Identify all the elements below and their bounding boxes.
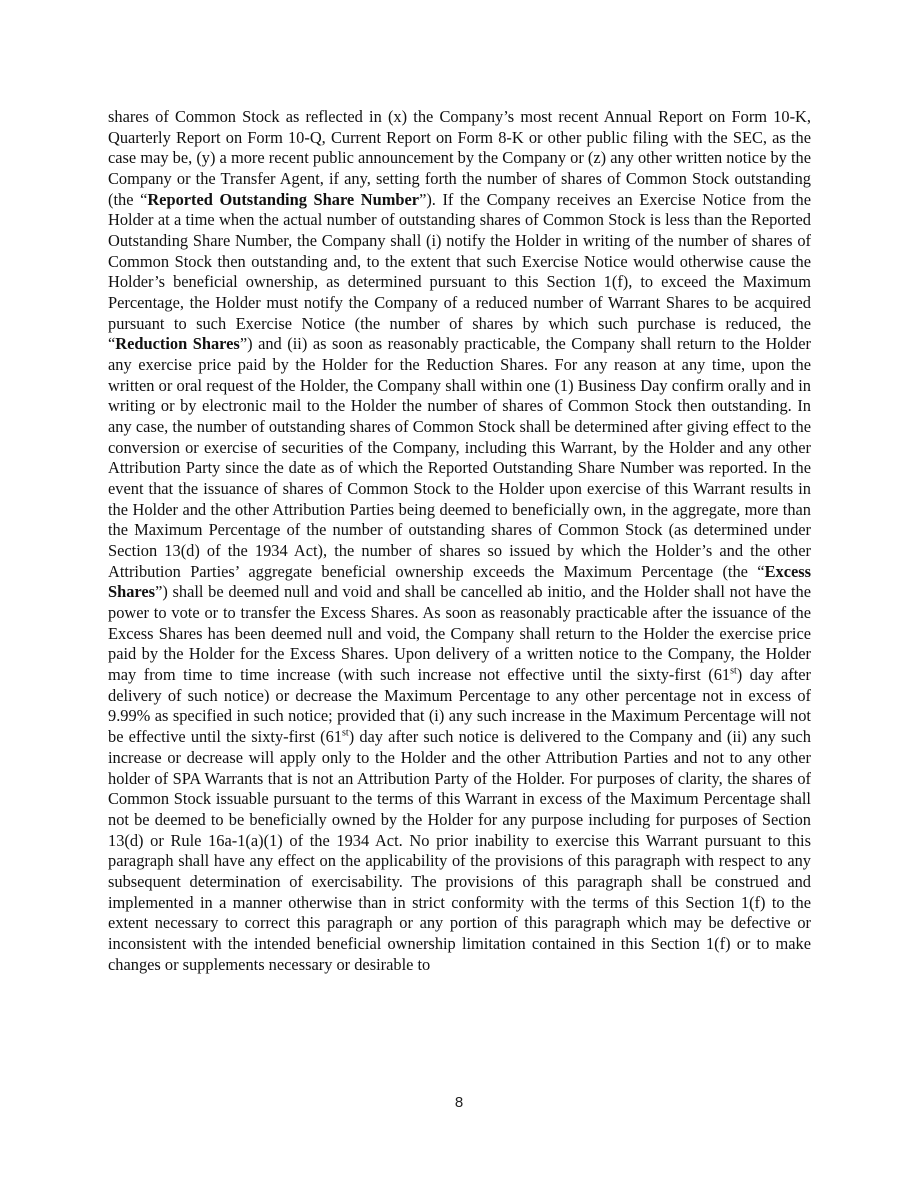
text-run-4: ”) shall be deemed null and void and shall be cancelled ab initio, and the Holder shall not have the power to vote or to transfer the Excess Shares. As soon as reasonably practicable after the issuance of the Excess Shares has been deemed null and void, the Company shall return to the Holder the exercise price paid by the Holder for the Excess Shares. Upon delivery of a written notice to the Company, the Holder may from time to time increase (with such increase not effective until the sixty-first (61 xyxy=(108,582,811,685)
defined-term-excess-shares: Excess Shares xyxy=(108,561,811,602)
ordinal-superscript: st xyxy=(730,665,737,677)
text-run-3: ”) and (ii) as soon as reasonably practicable, the Company shall return to the Holder any exercise price paid by the Holder for the Reduction Shares. For any reason at any time, upon the written or oral request of the Holder, the Company shall within one (1) Business Day confirm orally and in writing or by electronic mail to the Holder the number of shares of Common Stock then outstanding. In any case, the number of outstanding shares of Common Stock shall be determined after giving effect to the conversion or exercise of securities of the Company, including this Warrant, by the Holder and any other Attribution Party since the date as of which the Reported Outstanding Share Number was reported. In the event that the issuance of shares of Common Stock to the Holder upon exercise of this Warrant results in the Holder and the other Attribution Parties being deemed to beneficially own, in the aggregate, more than the Maximum Percentage of the number of outstanding shares of Common Stock (as determined under Section 13(d) of the 1934 Act), the number of shares so issued by which the Holder’s and the other Attribution Parties’ aggregate beneficial ownership exceeds the Maximum Percentage (the “ xyxy=(108,334,811,581)
defined-term-reported-outstanding-share-number: Reported Outstanding Share Number xyxy=(147,189,420,209)
text-run-2: ”). If the Company receives an Exercise Notice from the Holder at a time when the actual number of outstanding shares of Common Stock is less than the Reported Outstanding Share Number, the Company shall (i) notify the Holder in writing of the number of shares of Common Stock then outstanding and, to the extent that such Exercise Notice would otherwise cause the Holder’s beneficial ownership, as determined pursuant to this Section 1(f), to exceed the Maximum Percentage, the Holder must notify the Company of a reduced number of Warrant Shares to be acquired pursuant to such Exercise Notice (the number of shares by which such purchase is reduced, the “ xyxy=(108,189,811,354)
body-paragraph xyxy=(108,107,811,975)
text-run-5: ) day after delivery of such notice) or decrease the Maximum Percentage to any other percentage not in excess of 9.99% as specified in such notice; provided that (i) any such increase in the Maximum Percentage will not be effective until the sixty-first (61 xyxy=(108,665,811,747)
text-run-1: shares of Common Stock as reflected in (x) the Company’s most recent Annual Report on Form 10-K, Quarterly Report on Form 10-Q, Current Report on Form 8-K or other public filing with the SEC, as the case may be, (y) a more recent public announcement by the Company or (z) any other written notice by the Company or the Transfer Agent, if any, setting forth the number of shares of Common Stock outstanding (the “ xyxy=(108,107,811,209)
page-number: 8 xyxy=(454,1094,464,1111)
defined-term-reduction-shares: Reduction Shares xyxy=(115,334,240,354)
text-run-6: ) day after such notice is delivered to the Company and (ii) any such increase or decrease will apply only to the Holder and the other Attribution Parties and not to any other holder of SPA Warrants that is not an Attribution Party of the Holder. For purposes of clarity, the shares of Common Stock issuable pursuant to the terms of this Warrant in excess of the Maximum Percentage shall not be deemed to be beneficially owned by the Holder for any purpose including for purposes of Section 13(d) or Rule 16a-1(a)(1) of the 1934 Act. No prior inability to exercise this Warrant pursuant to this paragraph shall have any effect on the applicability of the provisions of this paragraph with respect to any subsequent determination of exercisability. The provisions of this paragraph shall be construed and implemented in a manner otherwise than in strict conformity with the terms of this Section 1(f) to the extent necessary to correct this paragraph or any portion of this paragraph which may be defective or inconsistent with the intended beneficial ownership limitation contained in this Section 1(f) or to make changes or supplements necessary or desirable to xyxy=(108,727,811,974)
ordinal-superscript: st xyxy=(342,727,349,739)
